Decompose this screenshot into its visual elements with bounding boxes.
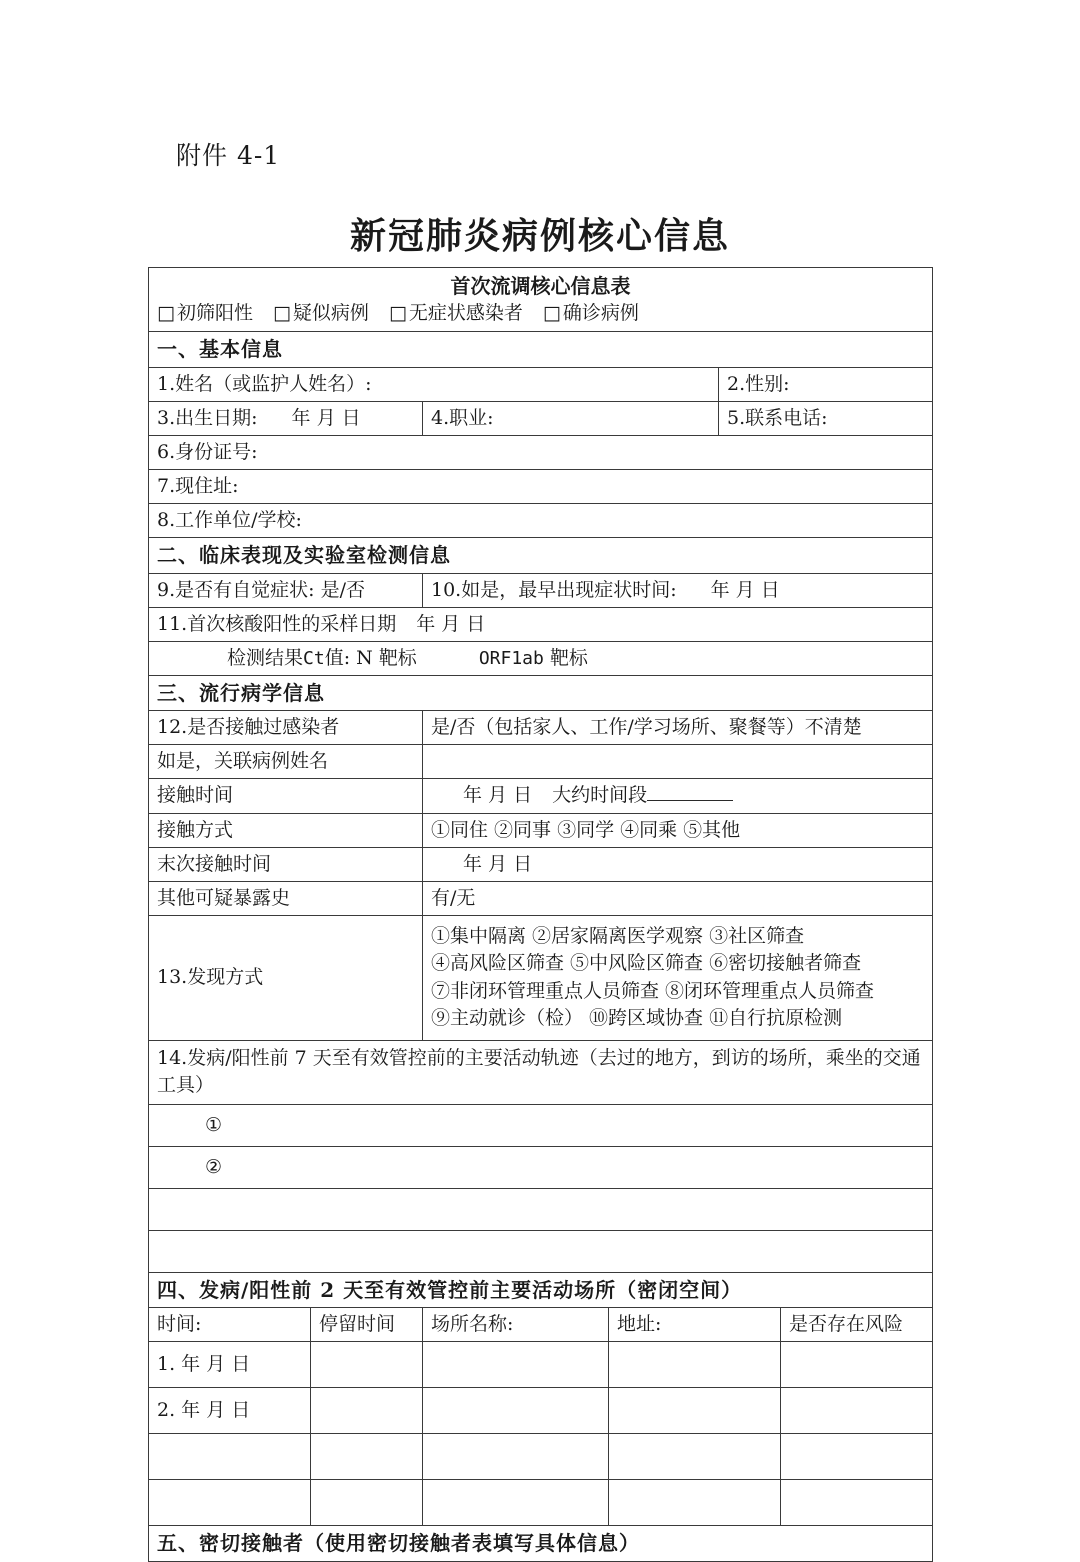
field-contact-time-label: 接触时间 bbox=[149, 779, 423, 813]
discovery-option-line-1[interactable]: ①集中隔离 ②居家隔离医学观察 ③社区筛查 bbox=[431, 924, 805, 947]
trajectory-entry-row bbox=[149, 1231, 933, 1273]
field-related-case-label: 如是，关联病例姓名 bbox=[149, 745, 423, 779]
column-header-risk: 是否存在风险 bbox=[781, 1308, 933, 1342]
places-table-row bbox=[149, 1342, 933, 1388]
checkbox-initial-positive[interactable] bbox=[157, 302, 253, 324]
section2-heading-row bbox=[149, 538, 933, 573]
discovery-option-line-4[interactable]: ⑨主动就诊（检） ⑩跨区域协查 ⑪自行抗原检测 bbox=[431, 1007, 843, 1030]
section-heading-epidemiology: 三、流行病学信息 bbox=[149, 675, 933, 710]
cell-duration[interactable] bbox=[311, 1388, 423, 1434]
field-last-contact-label: 末次接触时间 bbox=[149, 847, 423, 881]
field-contact-mode-label: 接触方式 bbox=[149, 813, 423, 847]
contact-time-approx-blank[interactable] bbox=[647, 786, 733, 801]
checkbox-icon: □ bbox=[542, 302, 561, 325]
field-row-address bbox=[149, 470, 933, 504]
field-sampling-label: 11.首次核酸阳性的采样日期 bbox=[157, 612, 397, 635]
section3-heading-row bbox=[149, 675, 933, 710]
section-heading-activity-places: 四、发病/阳性前 2 天至有效管控前主要活动场所（密闭空间） bbox=[149, 1273, 933, 1308]
trajectory-entry-3[interactable] bbox=[149, 1189, 933, 1231]
section-heading-basic-info: 一、基本信息 bbox=[149, 332, 933, 367]
field-symptom-onset[interactable] bbox=[423, 573, 933, 607]
field-current-address[interactable]: 7.现住址: bbox=[149, 470, 933, 504]
places-table-row bbox=[149, 1388, 933, 1434]
trajectory-entry-2[interactable]: ② bbox=[149, 1147, 933, 1189]
cell-duration[interactable] bbox=[311, 1342, 423, 1388]
field-contact-infected-value[interactable]: 是/否（包括家人、工作/学习场所、聚餐等）不清楚 bbox=[423, 711, 933, 745]
contact-time-ymd: 年 月 日 bbox=[463, 784, 533, 807]
field-related-case-value[interactable] bbox=[423, 745, 933, 779]
cell-risk[interactable] bbox=[781, 1342, 933, 1388]
places-table-row bbox=[149, 1434, 933, 1480]
cell-address[interactable] bbox=[609, 1388, 781, 1434]
places-table-row bbox=[149, 1480, 933, 1526]
field-discovery-method-options[interactable] bbox=[423, 915, 933, 1040]
field-row-related-case-name bbox=[149, 745, 933, 779]
field-row-ct-values bbox=[149, 641, 933, 675]
cell-duration[interactable] bbox=[311, 1480, 423, 1526]
field-activity-trajectory-label: 14.发病/阳性前 7 天至有效管控前的主要活动轨迹（去过的地方，到访的场所，乘坐的交通工具） bbox=[149, 1040, 933, 1104]
checkbox-suspected-case[interactable] bbox=[273, 302, 369, 324]
cell-place-name[interactable] bbox=[423, 1342, 609, 1388]
column-header-duration: 停留时间 bbox=[311, 1308, 423, 1342]
trajectory-entry-1[interactable]: ① bbox=[149, 1105, 933, 1147]
checkbox-confirmed-case[interactable] bbox=[543, 302, 639, 324]
column-header-time: 时间: bbox=[149, 1308, 311, 1342]
cell-address[interactable] bbox=[609, 1342, 781, 1388]
field-row-birth-occupation-phone bbox=[149, 401, 933, 435]
checkbox-label: 初筛阳性 bbox=[176, 302, 253, 325]
field-other-exposure-value[interactable]: 有/无 bbox=[423, 881, 933, 915]
cell-time[interactable] bbox=[149, 1434, 311, 1480]
field-row-other-exposure bbox=[149, 881, 933, 915]
cell-time[interactable]: 2. 年 月 日 bbox=[149, 1388, 311, 1434]
field-has-symptoms[interactable]: 9.是否有自觉症状: 是/否 bbox=[149, 573, 423, 607]
places-table-header-row bbox=[149, 1308, 933, 1342]
field-row-discovery-method bbox=[149, 915, 933, 1040]
field-row-contact-time bbox=[149, 779, 933, 813]
section1-heading-row bbox=[149, 332, 933, 367]
trajectory-entry-4[interactable] bbox=[149, 1231, 933, 1273]
core-information-form bbox=[148, 267, 933, 1562]
cell-address[interactable] bbox=[609, 1434, 781, 1480]
case-type-checkbox-group bbox=[149, 300, 933, 332]
field-row-last-contact-time bbox=[149, 847, 933, 881]
field-contact-infected-label: 12.是否接触过感染者 bbox=[149, 711, 423, 745]
field-contact-mode-value[interactable]: ①同住 ②同事 ③同学 ④同乘 ⑤其他 bbox=[423, 813, 933, 847]
case-type-row bbox=[149, 300, 933, 332]
section4-heading-row bbox=[149, 1273, 933, 1308]
attachment-label: 附件 4-1 bbox=[176, 141, 281, 170]
field-name[interactable]: 1.姓名（或监护人姓名）: bbox=[149, 367, 719, 401]
trajectory-entry-row bbox=[149, 1105, 933, 1147]
checkbox-label: 疑似病例 bbox=[292, 302, 369, 325]
field-row-first-positive-sampling bbox=[149, 607, 933, 641]
checkbox-label: 确诊病例 bbox=[562, 302, 639, 325]
ct-prefix: 检测结果 bbox=[227, 646, 304, 669]
checkbox-icon: □ bbox=[388, 302, 407, 325]
cell-time[interactable]: 1. 年 月 日 bbox=[149, 1342, 311, 1388]
ct-n-target: 值: N 靶标 bbox=[324, 646, 417, 669]
column-header-place-name: 场所名称: bbox=[423, 1308, 609, 1342]
field-idcard[interactable]: 6.身份证号: bbox=[149, 436, 933, 470]
field-phone[interactable]: 5.联系电话: bbox=[719, 401, 933, 435]
cell-place-name[interactable] bbox=[423, 1434, 609, 1480]
field-row-name-gender bbox=[149, 367, 933, 401]
field-symptom-onset-ymd: 年 月 日 bbox=[710, 578, 780, 601]
section-heading-close-contacts: 五、密切接触者（使用密切接触者表填写具体信息） bbox=[149, 1526, 933, 1561]
field-row-contact-infected bbox=[149, 711, 933, 745]
checkbox-icon: □ bbox=[157, 302, 175, 325]
discovery-option-line-3[interactable]: ⑦非闭环管理重点人员筛查 ⑧闭环管理重点人员筛查 bbox=[431, 979, 875, 1002]
field-birthdate[interactable] bbox=[149, 401, 423, 435]
form-subtitle-row bbox=[149, 268, 933, 301]
field-discovery-method-label: 13.发现方式 bbox=[149, 915, 423, 1040]
cell-risk[interactable] bbox=[781, 1434, 933, 1480]
field-row-activity-trajectory bbox=[149, 1040, 933, 1104]
field-sampling-ymd: 年 月 日 bbox=[416, 612, 486, 635]
section5-heading-row bbox=[149, 1526, 933, 1561]
section-heading-clinical-lab: 二、临床表现及实验室检测信息 bbox=[149, 538, 933, 573]
column-header-address: 地址: bbox=[609, 1308, 781, 1342]
document-title: 新冠肺炎病例核心信息 bbox=[349, 216, 730, 257]
field-other-exposure-label: 其他可疑暴露史 bbox=[149, 881, 423, 915]
form-subtitle: 首次流调核心信息表 bbox=[149, 268, 933, 301]
field-row-symptoms-onset bbox=[149, 573, 933, 607]
checkbox-label: 无症状感染者 bbox=[408, 302, 523, 325]
cell-place-name[interactable] bbox=[423, 1480, 609, 1526]
field-workplace-school[interactable]: 8.工作单位/学校: bbox=[149, 504, 933, 538]
field-row-idcard bbox=[149, 436, 933, 470]
checkbox-asymptomatic-infection[interactable] bbox=[389, 302, 523, 324]
field-ct-values[interactable] bbox=[149, 641, 933, 675]
field-birthdate-label: 3.出生日期: bbox=[157, 406, 258, 429]
field-contact-time-value[interactable] bbox=[423, 779, 933, 813]
cell-risk[interactable] bbox=[781, 1388, 933, 1434]
trajectory-entry-row bbox=[149, 1189, 933, 1231]
field-symptom-onset-label: 10.如是，最早出现症状时间: bbox=[431, 578, 677, 601]
field-first-positive-sampling-date[interactable] bbox=[149, 607, 933, 641]
cell-place-name[interactable] bbox=[423, 1388, 609, 1434]
discovery-option-line-2[interactable]: ④高风险区筛查 ⑤中风险区筛查 ⑥密切接触者筛查 bbox=[431, 952, 862, 975]
contact-time-approx-label: 大约时间段 bbox=[552, 784, 648, 807]
field-last-contact-value[interactable]: 年 月 日 bbox=[423, 847, 933, 881]
field-gender[interactable]: 2.性别: bbox=[719, 367, 933, 401]
cell-duration[interactable] bbox=[311, 1434, 423, 1480]
ct-mono-label: Ct bbox=[303, 647, 325, 669]
field-row-contact-mode bbox=[149, 813, 933, 847]
ct-orf1ab-label: ORF1ab bbox=[478, 647, 544, 669]
checkbox-icon: □ bbox=[272, 302, 291, 325]
cell-time[interactable] bbox=[149, 1480, 311, 1526]
field-birthdate-ymd: 年 月 日 bbox=[291, 406, 361, 429]
field-row-workplace bbox=[149, 504, 933, 538]
cell-address[interactable] bbox=[609, 1480, 781, 1526]
ct-orf1ab-target: 靶标 bbox=[549, 646, 588, 669]
trajectory-entry-row bbox=[149, 1147, 933, 1189]
field-occupation[interactable]: 4.职业: bbox=[423, 401, 719, 435]
cell-risk[interactable] bbox=[781, 1480, 933, 1526]
